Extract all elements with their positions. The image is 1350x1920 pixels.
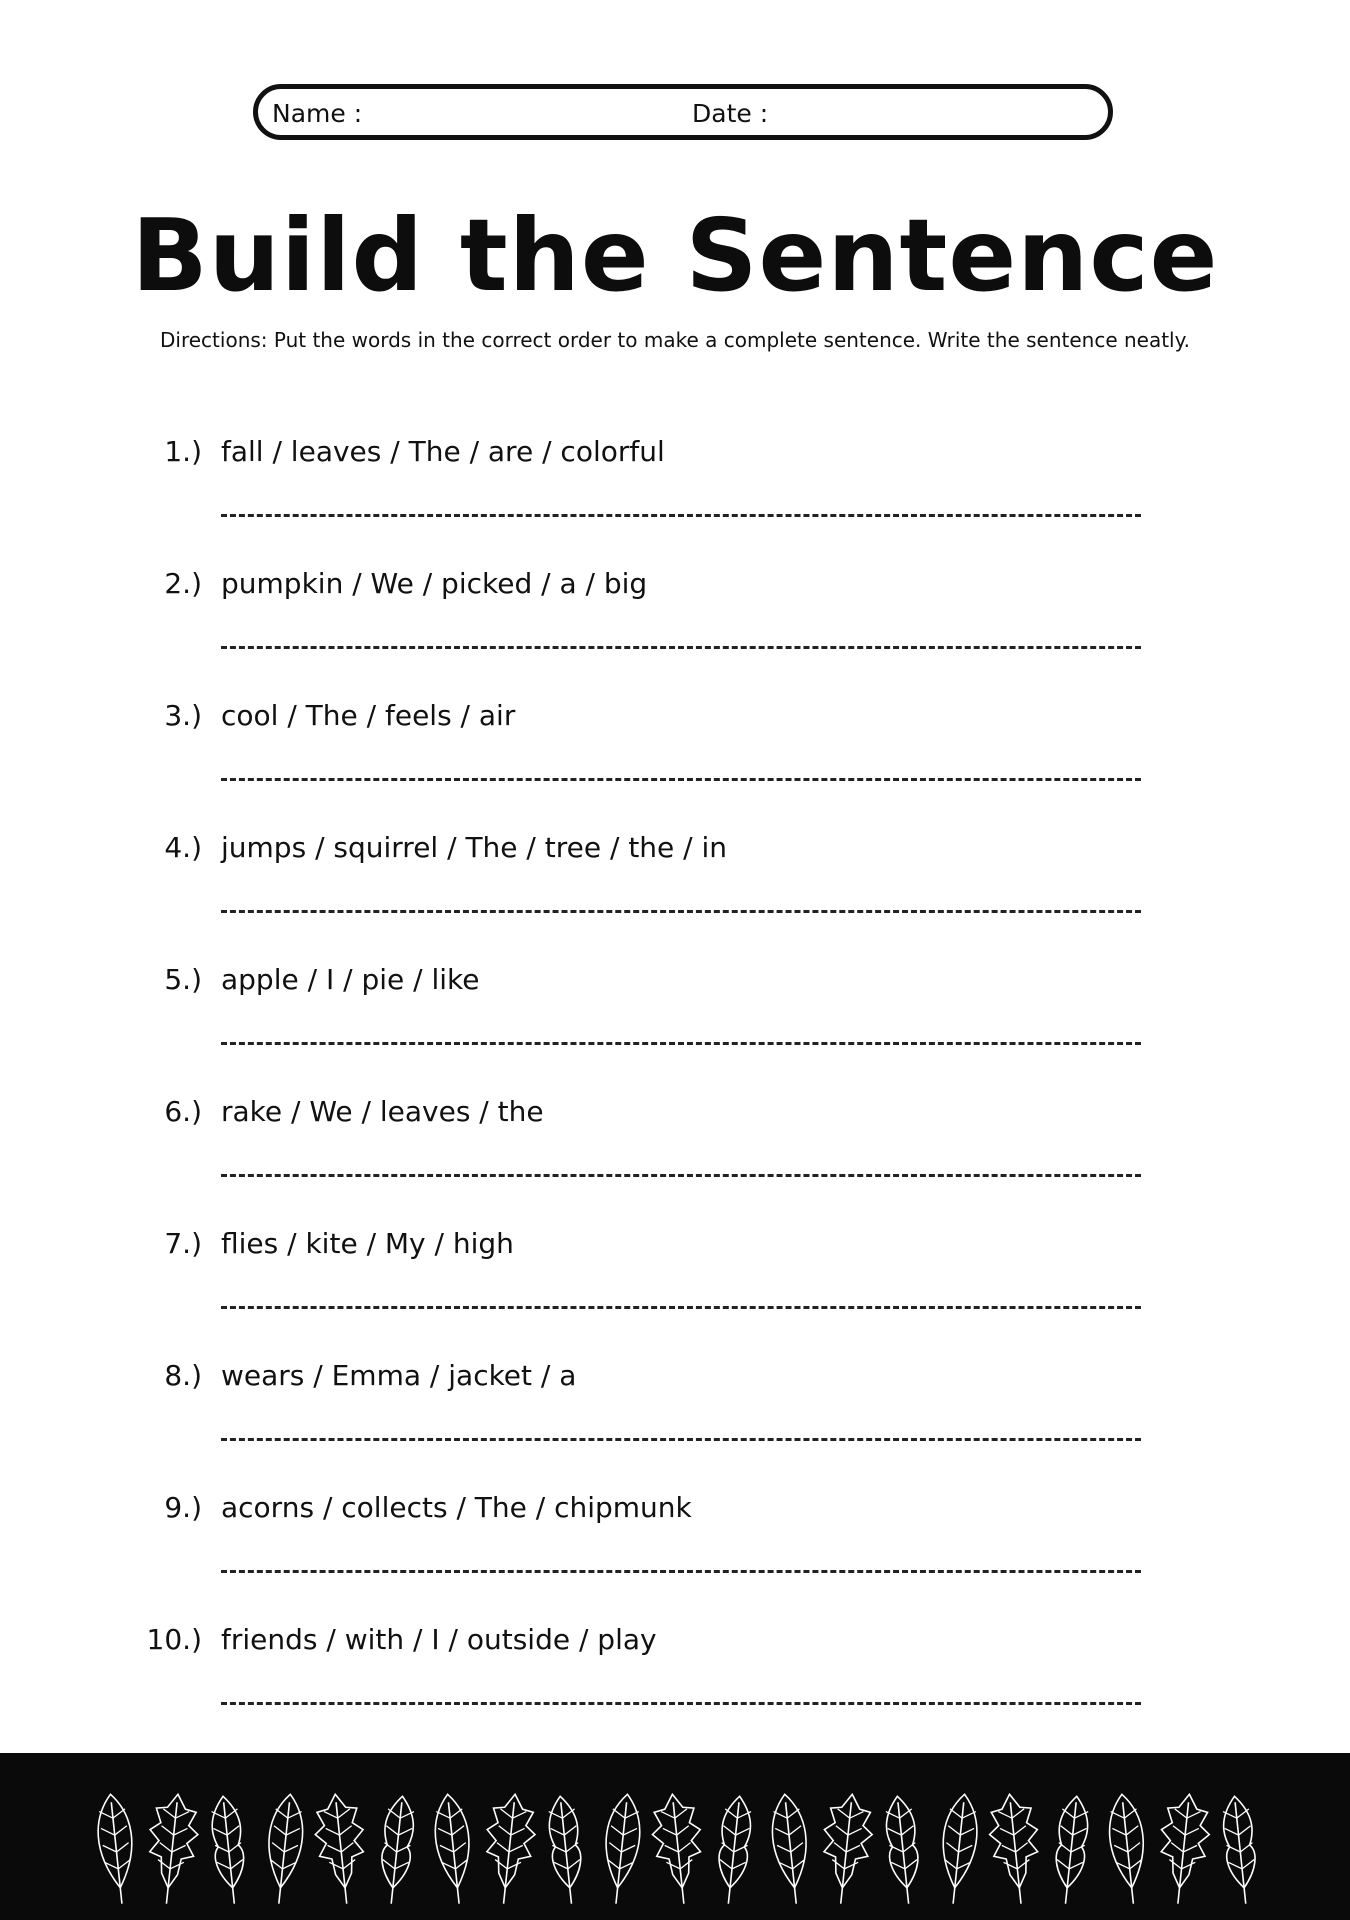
leaf-outline-icon [377, 1795, 416, 1905]
scrambled-words: wears / Emma / jacket / a [221, 1359, 577, 1392]
leaf-border [88, 1788, 1268, 1906]
leaf-outline-icon [768, 1793, 812, 1906]
answer-line[interactable] [221, 514, 1141, 517]
answer-line[interactable] [221, 1570, 1141, 1573]
item-number: 2.) [164, 567, 202, 600]
scrambled-words: friends / with / I / outside / play [221, 1623, 657, 1656]
leaf-outline-icon [883, 1795, 922, 1905]
scrambled-words: apple / I / pie / like [221, 963, 480, 996]
leaf-outline-icon [714, 1795, 753, 1905]
scrambled-words: cool / The / feels / air [221, 699, 516, 732]
scrambled-words: acorns / collects / The / chipmunk [221, 1491, 692, 1524]
answer-line[interactable] [221, 910, 1141, 913]
leaf-outline-icon [648, 1792, 707, 1906]
scrambled-words: pumpkin / We / picked / a / big [221, 567, 648, 600]
answer-line[interactable] [221, 646, 1141, 649]
item-number: 1.) [164, 435, 202, 468]
leaf-outline-icon [1105, 1793, 1149, 1906]
scrambled-words: flies / kite / My / high [221, 1227, 514, 1260]
item-number: 9.) [164, 1491, 202, 1524]
item-number: 10.) [146, 1623, 202, 1656]
scrambled-words: rake / We / leaves / the [221, 1095, 544, 1128]
leaf-outline-icon [262, 1793, 306, 1906]
answer-line[interactable] [221, 1042, 1141, 1045]
leaf-outline-icon [431, 1793, 475, 1906]
leaf-outline-icon [1051, 1795, 1090, 1905]
leaf-outline-icon [1220, 1795, 1259, 1905]
item-number: 8.) [164, 1359, 202, 1392]
leaf-outline-icon [546, 1795, 585, 1905]
exercise-item [0, 1224, 1350, 1344]
item-number: 5.) [164, 963, 202, 996]
answer-line[interactable] [221, 778, 1141, 781]
answer-line[interactable] [221, 1702, 1141, 1705]
exercise-item [0, 828, 1350, 948]
answer-line[interactable] [221, 1174, 1141, 1177]
exercise-item [0, 1356, 1350, 1476]
exercise-item [0, 1092, 1350, 1212]
item-number: 7.) [164, 1227, 202, 1260]
name-label: Name : [272, 99, 363, 128]
exercise-item [0, 1488, 1350, 1608]
item-number: 4.) [164, 831, 202, 864]
exercise-item [0, 696, 1350, 816]
answer-line[interactable] [221, 1306, 1141, 1309]
leaf-outline-icon [1154, 1792, 1213, 1906]
exercise-item [0, 432, 1350, 552]
leaf-outline-icon [480, 1792, 539, 1906]
exercise-item [0, 1620, 1350, 1740]
leaf-outline-icon [986, 1792, 1045, 1906]
exercise-item [0, 564, 1350, 684]
directions-text: Directions: Put the words in the correct order to make a complete sentence. Write the sentence neatly. [160, 328, 1190, 352]
item-number: 3.) [164, 699, 202, 732]
date-label: Date : [692, 99, 769, 128]
leaf-outline-icon [311, 1792, 370, 1906]
leaf-outline-icon [600, 1793, 644, 1906]
leaf-outline-icon [209, 1795, 248, 1905]
leaf-outline-icon [937, 1793, 981, 1906]
answer-line[interactable] [221, 1438, 1141, 1441]
page-title: Build the Sentence [131, 197, 1219, 314]
scrambled-words: jumps / squirrel / The / tree / the / in [221, 831, 728, 864]
leaf-outline-icon [94, 1793, 138, 1906]
scrambled-words: fall / leaves / The / are / colorful [221, 435, 665, 468]
exercise-item [0, 960, 1350, 1080]
name-date-box [253, 84, 1113, 140]
leaf-outline-icon [817, 1792, 876, 1906]
leaf-outline-icon [143, 1792, 202, 1906]
item-number: 6.) [164, 1095, 202, 1128]
